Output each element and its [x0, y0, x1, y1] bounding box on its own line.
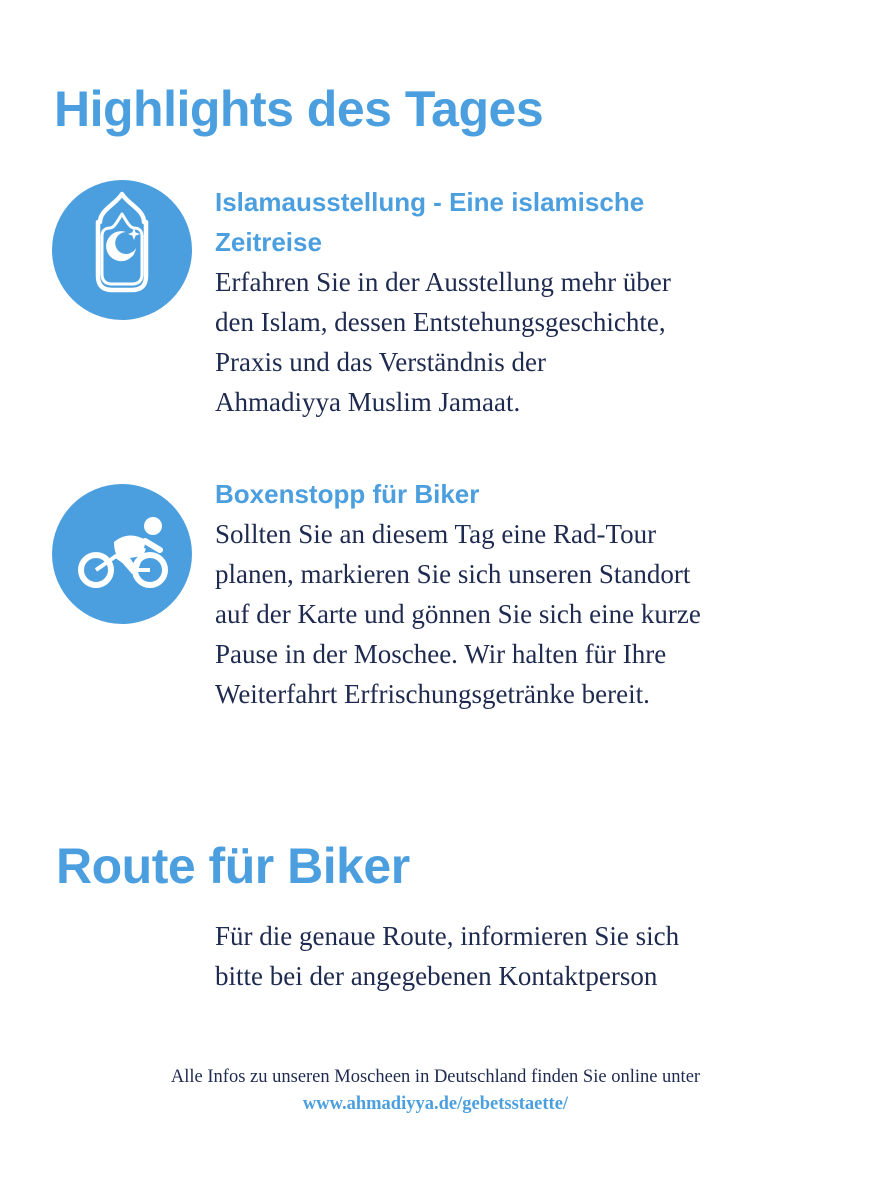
footer	[0, 1064, 871, 1118]
highlight-item-exhibition	[215, 182, 815, 422]
biker-stop-text-line: Sollten Sie an diesem Tag eine Rad-Tour	[215, 519, 657, 549]
mosque-window-icon	[52, 180, 192, 320]
exhibition-text-line: Erfahren Sie in der Ausstellung mehr über	[215, 267, 671, 297]
cyclist-icon	[52, 484, 192, 624]
footer-link[interactable]: www.ahmadiyya.de/gebetsstaette/	[302, 1094, 569, 1114]
route-text	[215, 916, 775, 996]
highlights-title: Highlights des Tages	[54, 81, 544, 137]
biker-stop-text-line: planen, markieren Sie sich unseren Standort	[215, 559, 691, 589]
exhibition-title-line-2: Zeitreise	[215, 227, 322, 257]
route-title: Route für Biker	[56, 838, 410, 894]
biker-stop-text-line: Pause in der Moschee. Wir halten für Ihre	[215, 639, 667, 669]
exhibition-title-line-1: Islamausstellung - Eine islamische	[215, 187, 645, 217]
exhibition-text-line: Ahmadiyya Muslim Jamaat.	[215, 387, 521, 417]
biker-stop-text-line: auf der Karte und gönnen Sie sich eine kurze	[215, 599, 701, 629]
route-text-line: bitte bei der angegebenen Kontaktperson	[215, 961, 658, 991]
biker-stop-text-line: Weiterfahrt Erfrischungsgetränke bereit.	[215, 679, 650, 709]
highlight-item-biker-stop	[215, 474, 815, 714]
footer-text: Alle Infos zu unseren Moscheen in Deutschland finden Sie online unter	[170, 1067, 701, 1087]
biker-stop-title: Boxenstopp für Biker	[215, 479, 480, 509]
exhibition-text-line: den Islam, dessen Entstehungsgeschichte,	[215, 307, 666, 337]
exhibition-text-line: Praxis und das Verständnis der	[215, 347, 546, 377]
route-text-line: Für die genaue Route, informieren Sie sich	[215, 921, 680, 951]
